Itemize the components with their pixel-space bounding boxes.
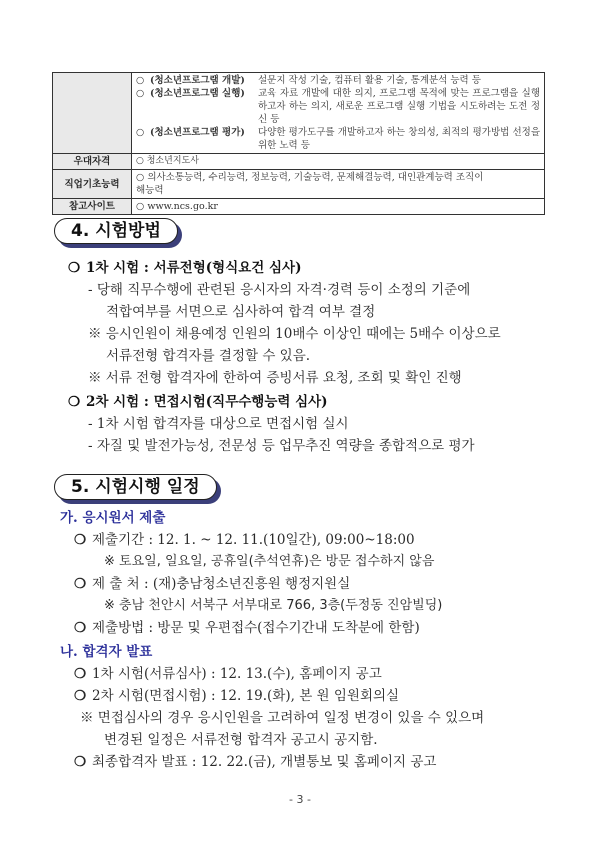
list-item-label: 제출기간 : 12. 1. ~ 12. 11.(10일간), 09:00~18:00 xyxy=(92,532,415,548)
note: ※ 응시인원이 채용예정 인원의 10배수 이상인 때에는 5배수 이상으로 xyxy=(88,326,501,342)
circle-icon: ○ xyxy=(136,172,145,183)
program-desc: 설문지 작성 기술, 컴퓨터 활용 기술, 통계분석 능력 등 xyxy=(258,75,481,86)
program-name: (청소년프로그램 평가) xyxy=(150,127,245,138)
cell-value: 청소년지도사 xyxy=(146,156,199,166)
bullet-icon: ❍ xyxy=(68,260,81,276)
list-item-label: 제출방법 : 방문 및 우편접수(접수기간내 도착분에 한함) xyxy=(92,620,420,636)
section-header-4: 4. 시험방법 xyxy=(54,218,178,244)
list-item xyxy=(74,574,350,594)
note: 서류전형 합격자를 결정할 수 있음. xyxy=(106,348,311,364)
note: 변경된 일정은 서류전형 합격자 공고시 공지함. xyxy=(104,732,378,748)
table-cell xyxy=(132,170,545,199)
bullet-icon: ❍ xyxy=(68,394,81,410)
program-cell xyxy=(132,73,545,154)
table-header: 참고사이트 xyxy=(53,199,132,215)
table-header-empty xyxy=(53,73,132,154)
list-item xyxy=(68,392,328,412)
list-item-label: 최종합격자 발표 : 12. 22.(금), 개별통보 및 홈페이지 공고 xyxy=(92,754,437,770)
list-item xyxy=(74,664,382,684)
bullet-icon: ❍ xyxy=(74,754,87,770)
circle-icon: ○ xyxy=(136,75,145,86)
program-name: (청소년프로그램 개발) xyxy=(150,75,245,86)
table-row xyxy=(53,154,545,170)
table-header: 우대자격 xyxy=(53,154,132,170)
list-item xyxy=(74,686,399,706)
table-cell xyxy=(132,199,545,215)
list-item xyxy=(74,618,420,638)
link-text: www.ncs.go.kr xyxy=(147,201,218,212)
sub-heading: 나. 합격자 발표 xyxy=(60,644,153,660)
list-item-label: 2차 시험(면접시험) : 12. 19.(화), 본 원 임원회의실 xyxy=(92,688,400,704)
list-item-label: 1차 시험(서류심사) : 12. 13.(수), 홈페이지 공고 xyxy=(92,666,382,682)
note: ※ 서류 전형 합격자에 한하여 증빙서류 요청, 조회 및 확인 진행 xyxy=(88,370,462,386)
program-item xyxy=(136,126,540,152)
program-name: (청소년프로그램 실행) xyxy=(150,88,245,99)
list-item: - 당해 직무수행에 관련된 응시자의 자격·경력 등이 소정의 기준에 xyxy=(88,282,471,298)
program-desc: 다양한 평가도구를 개발하고자 하는 창의성, 최적의 평가방법 선정을 위한 노력 등 xyxy=(258,127,540,151)
bullet-icon: ❍ xyxy=(74,532,87,548)
bullet-icon: ❍ xyxy=(74,576,87,592)
table-row xyxy=(53,73,545,154)
table-row xyxy=(53,199,545,215)
table-cell xyxy=(132,154,545,170)
note: ※ 충남 천안시 서북구 서부대로 766, 3층(두정동 진암빌딩) xyxy=(104,598,443,613)
section-header-5: 5. 시험시행 일정 xyxy=(54,474,217,500)
list-item xyxy=(68,258,301,278)
list-item xyxy=(74,530,415,550)
note: ※ 면접심사의 경우 응시인원을 고려하여 일정 변경이 있을 수 있으며 xyxy=(80,710,485,726)
circle-icon: ○ xyxy=(136,201,145,212)
circle-icon: ○ xyxy=(136,88,145,99)
list-item: 적합여부를 서면으로 심사하여 합격 여부 결정 xyxy=(106,304,376,320)
table-header: 직업기초능력 xyxy=(53,170,132,199)
list-item: - 자질 및 발전가능성, 전문성 등 업무추진 역량을 종합적으로 평가 xyxy=(88,438,475,454)
program-item xyxy=(136,87,540,126)
list-item-label: 2차 시험 : 면접시험(직무수행능력 심사) xyxy=(86,394,328,410)
list-item: - 1차 시험 합격자를 대상으로 면접시험 실시 xyxy=(88,416,349,432)
program-desc: 교육 자료 개발에 대한 의지, 프로그램 목적에 맞는 프로그램을 실행하고자 하는 의지, 새로운 프로그램 실행 기법을 시도하려는 도전 정신 등 xyxy=(258,88,540,125)
page-number: - 3 - xyxy=(289,793,311,806)
list-item xyxy=(74,752,436,772)
circle-icon: ○ xyxy=(136,156,144,166)
bullet-icon: ❍ xyxy=(74,620,87,636)
qualification-table xyxy=(52,72,545,215)
bullet-icon: ❍ xyxy=(74,666,87,682)
sub-heading: 가. 응시원서 제출 xyxy=(60,510,166,526)
bullet-icon: ❍ xyxy=(74,688,87,704)
program-item xyxy=(136,74,540,87)
cell-value: 의사소통능력, 수리능력, 정보능력, 기술능력, 문제해결능력, 대인관계능력 조직이해능력 xyxy=(136,172,484,196)
list-item-label: 1차 시험 : 서류전형(형식요건 심사) xyxy=(86,260,302,276)
circle-icon: ○ xyxy=(136,127,145,138)
table-row xyxy=(53,170,545,199)
list-item-label: 제 출 처 : (재)충남청소년진흥원 행정지원실 xyxy=(92,576,351,592)
note: ※ 토요일, 일요일, 공휴일(추석연휴)은 방문 접수하지 않음 xyxy=(104,554,435,569)
